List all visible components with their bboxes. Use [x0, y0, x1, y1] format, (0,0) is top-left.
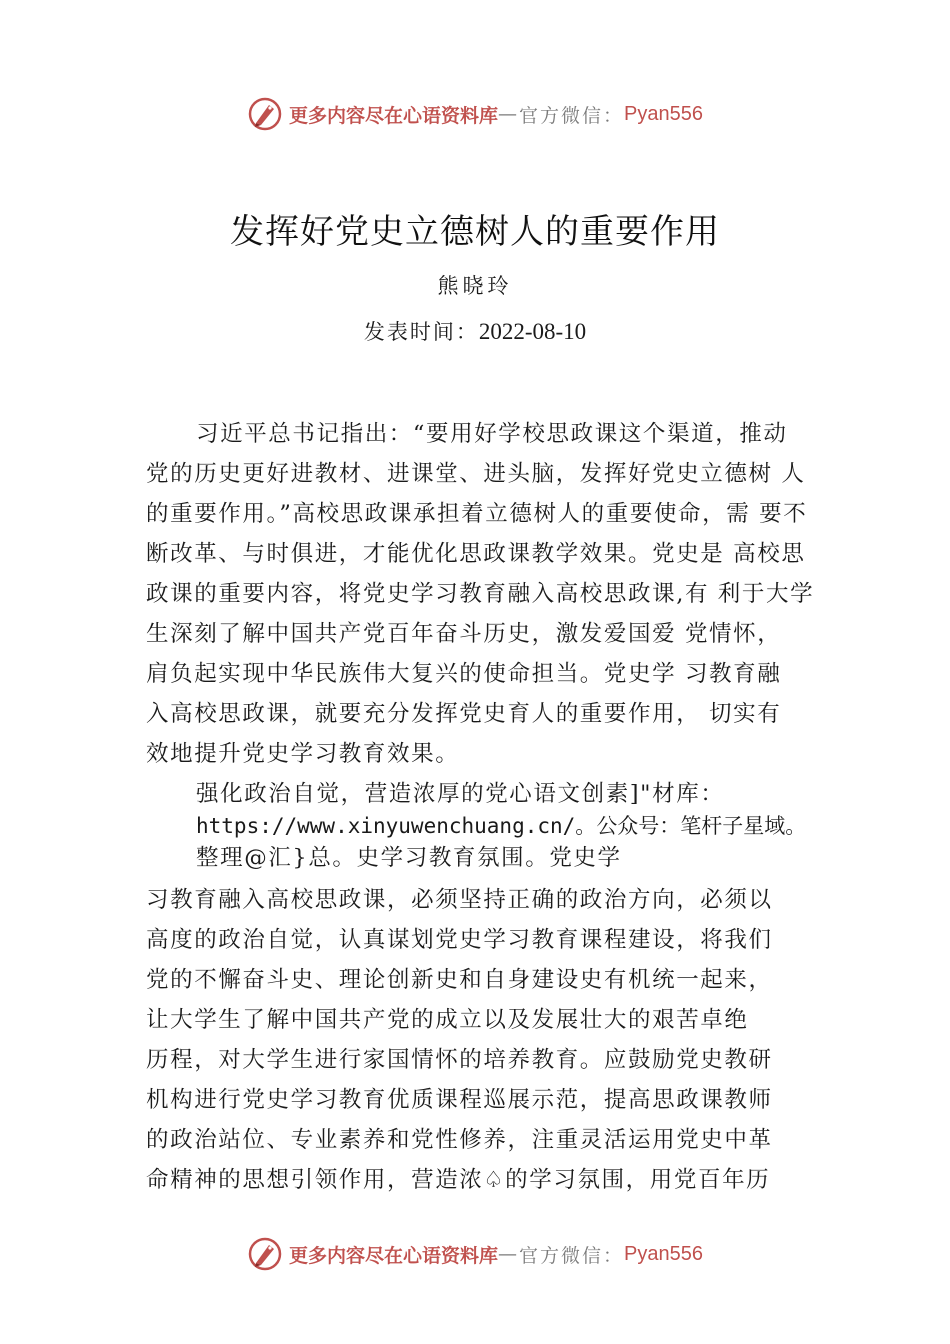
- body-line: 的政治站位、专业素养和党性修养，注重灵活运用党史中革: [146, 1127, 773, 1153]
- body-line: 生深刻了解中国共产党百年奋斗历史，激发爱国爱 党情怀，: [146, 621, 782, 647]
- body-line: 习近平总书记指出：“要用好学校思政课这个渠道，推动: [196, 421, 788, 447]
- banner-site-name: 更多内容尽在心语资料库: [289, 104, 499, 127]
- banner-wechat-id: Pyan556: [624, 1242, 703, 1265]
- body-line: 历程，对大学生进行家国情怀的培养教育。应鼓励党史教研: [146, 1047, 773, 1073]
- footer-watermark-banner: [0, 1234, 950, 1274]
- body-line: 习教育融入高校思政课，必须坚持正确的政治方向，必须以: [146, 887, 773, 913]
- body-line: 党的不懈奋斗史、理论创新史和自身建设史有机统一起来，: [146, 967, 773, 993]
- article-title: 发挥好党史立德树人的重要作用: [230, 212, 720, 252]
- body-line: 效地提升党史学习教育效果。: [146, 741, 460, 767]
- banner-wechat-label: 官方微信：: [519, 1244, 625, 1267]
- body-line: 肩负起实现中华民族伟大复兴的使命担当。党史学 习教育融: [146, 661, 782, 687]
- body-line: 入高校思政课，就要充分发挥党史育人的重要作用， 切实有: [146, 701, 782, 727]
- banner-wechat-id: Pyan556: [624, 102, 703, 125]
- body-line: 政课的重要内容，将党史学习教育融入高校思政课,有 利于大学: [146, 581, 815, 607]
- body-line: 让大学生了解中国共产党的成立以及发展壮大的艰苦卓绝: [146, 1007, 749, 1033]
- banner-dash: —: [498, 1243, 520, 1265]
- body-line: 断改革、与时俱进，才能优化思政课教学效果。党史是 高校思: [146, 541, 806, 567]
- banner-site-name: 更多内容尽在心语资料库: [289, 1244, 499, 1267]
- banner-dash: —: [498, 103, 520, 125]
- body-line: 机构进行党史学习教育优质课程巡展示范，提高思政课教师: [146, 1087, 773, 1113]
- article-author: 熊晓玲: [437, 274, 513, 298]
- body-line: 党的历史更好进教材、进课堂、进头脑，发挥好党史立德树 人: [146, 461, 806, 487]
- banner-wechat-label: 官方微信：: [519, 104, 625, 127]
- pen-nib-logo-icon: [247, 96, 283, 132]
- body-line-url: https://www.xinyuwenchuang.cn/。公众号：笔杆子星域。: [196, 814, 807, 838]
- body-line: 高度的政治自觉，认真谋划党史学习教育课程建设，将我们: [146, 927, 773, 953]
- pen-nib-logo-icon: [247, 1236, 283, 1272]
- body-line: 整理@汇}总。史学习教育氛围。党史学: [196, 845, 622, 871]
- body-line: 的重要作用。”高校思政课承担着立德树人的重要使命，需 要不: [146, 501, 808, 527]
- article-date: [0, 316, 950, 346]
- body-line: 强化政治自觉，营造浓厚的党心语文创素]"材库：: [196, 781, 725, 807]
- header-watermark-banner: [0, 94, 950, 134]
- date-label: 发表时间：: [363, 320, 479, 344]
- body-line: 命精神的思想引领作用，营造浓♤的学习氛围，用党百年历: [146, 1167, 771, 1193]
- date-value: 2022-08-10: [478, 319, 587, 344]
